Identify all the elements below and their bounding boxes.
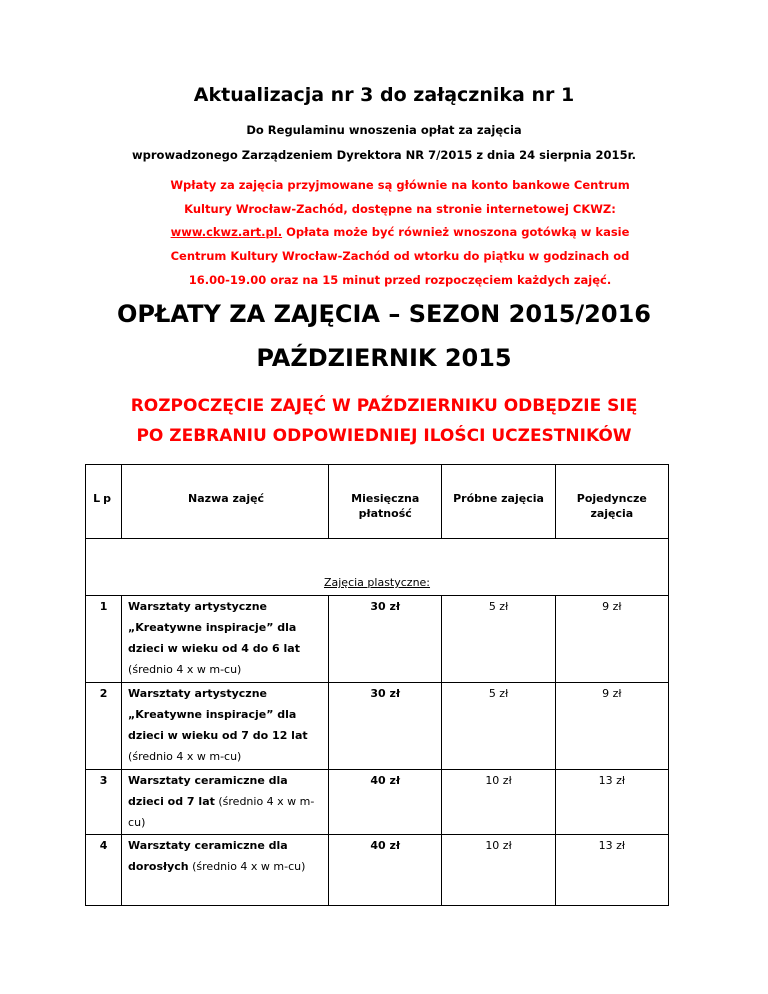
table-row bbox=[86, 770, 669, 835]
row-monthly: 40 zł bbox=[329, 770, 442, 835]
row-trial: 10 zł bbox=[442, 835, 555, 906]
table-row bbox=[86, 683, 669, 770]
header-single: Pojedyncze zajęcia bbox=[555, 465, 668, 539]
fees-title: OPŁATY ZA ZAJĘCIA – SEZON 2015/2016 bbox=[117, 300, 651, 328]
notice-line bbox=[140, 221, 660, 245]
table-header-row bbox=[86, 465, 669, 539]
row-single: 9 zł bbox=[555, 596, 668, 683]
document-title: Aktualizacja nr 3 do załącznika nr 1 bbox=[193, 84, 575, 106]
row-lp: 2 bbox=[86, 683, 122, 770]
row-monthly: 40 zł bbox=[329, 835, 442, 906]
header-monthly: Miesięczna płatność bbox=[329, 465, 442, 539]
notice-line: Wpłaty za zajęcia przyjmowane są głównie na konto bankowe Centrum bbox=[170, 178, 630, 192]
notice-line: Kultury Wrocław-Zachód, dostępne na stronie internetowej CKWZ: bbox=[184, 201, 616, 216]
row-name: Warsztaty artystyczne „Kreatywne inspiracje” dla dzieci w wieku od 7 do 12 lat (średnio 4 x w m-cu) bbox=[122, 683, 329, 770]
subtitle-regulation: Do Regulaminu wnoszenia opłat za zajęcia bbox=[246, 123, 522, 137]
start-notice-line1: ROZPOCZĘCIE ZAJĘĆ W PAŹDZIERNIKU ODBĘDZIE SIĘ bbox=[130, 396, 638, 416]
row-name: Warsztaty ceramiczne dla dorosłych (średnio 4 x w m-cu) bbox=[122, 835, 329, 906]
row-lp: 1 bbox=[86, 596, 122, 683]
header-lp: Lp bbox=[86, 465, 122, 539]
subtitle-ordinance: wprowadzonego Zarządzeniem Dyrektora NR 7/2015 z dnia 24 sierpnia 2015r. bbox=[132, 148, 636, 162]
notice-line: Centrum Kultury Wrocław-Zachód od wtorku do piątku w godzinach od bbox=[170, 249, 630, 264]
section-row bbox=[86, 539, 669, 596]
fees-table bbox=[85, 464, 669, 906]
notice-line: 16.00-19.00 oraz na 15 minut przed rozpoczęciem każdych zajęć. bbox=[188, 272, 612, 287]
row-trial: 10 zł bbox=[442, 770, 555, 835]
row-monthly: 30 zł bbox=[329, 683, 442, 770]
start-notice-line2: PO ZEBRANIU ODPOWIEDNIEJ ILOŚCI UCZESTNIKÓW bbox=[136, 426, 632, 446]
header-trial: Próbne zajęcia bbox=[442, 465, 555, 539]
table-row bbox=[86, 835, 669, 906]
row-name: Warsztaty ceramiczne dla dzieci od 7 lat (średnio 4 x w m-cu) bbox=[122, 770, 329, 835]
payment-notice bbox=[140, 174, 660, 293]
row-monthly: 30 zł bbox=[329, 596, 442, 683]
row-single: 13 zł bbox=[555, 835, 668, 906]
notice-text: Opłata może być również wnoszona gotówką w kasie bbox=[282, 225, 630, 240]
header-name: Nazwa zajęć bbox=[122, 465, 329, 539]
section-label: Zajęcia plastyczne: bbox=[86, 539, 669, 596]
row-lp: 3 bbox=[86, 770, 122, 835]
row-lp: 4 bbox=[86, 835, 122, 906]
row-single: 9 zł bbox=[555, 683, 668, 770]
month-title: PAŹDZIERNIK 2015 bbox=[256, 344, 512, 372]
table-row bbox=[86, 596, 669, 683]
website-link[interactable]: www.ckwz.art.pl. bbox=[170, 225, 283, 240]
row-trial: 5 zł bbox=[442, 596, 555, 683]
row-name: Warsztaty artystyczne „Kreatywne inspiracje” dla dzieci w wieku od 4 do 6 lat (średnio 4 x w m-cu) bbox=[122, 596, 329, 683]
row-trial: 5 zł bbox=[442, 683, 555, 770]
row-single: 13 zł bbox=[555, 770, 668, 835]
